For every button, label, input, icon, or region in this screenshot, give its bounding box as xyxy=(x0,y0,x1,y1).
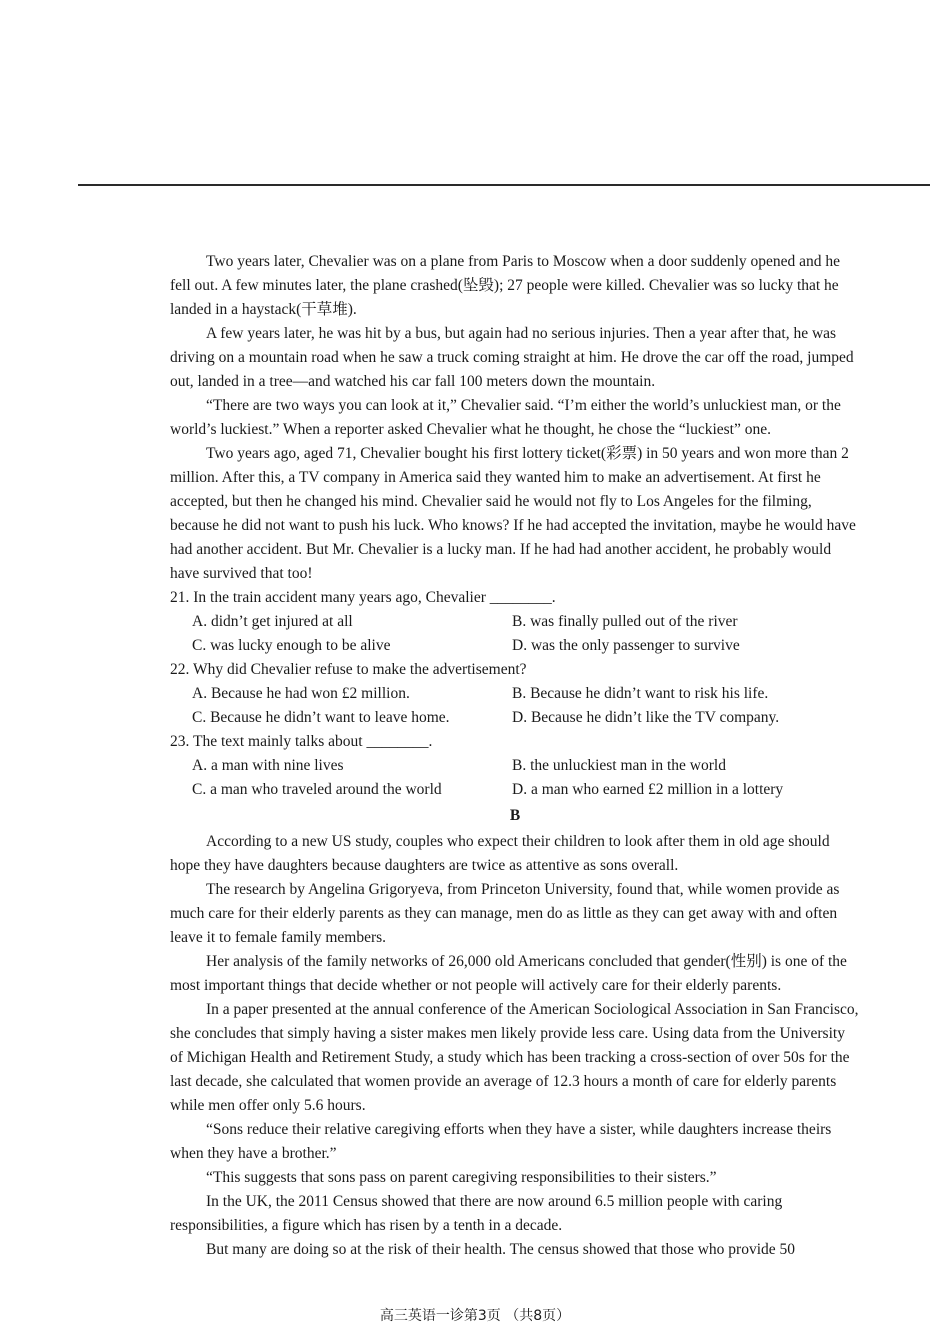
section-b-heading: B xyxy=(509,807,521,824)
passage-b-paragraph: “Sons reduce their relative caregiving efforts when they have a sister, while daughters increase theirs when they have a brother.” xyxy=(170,1121,832,1162)
option-a: A. Because he had won £2 million. xyxy=(192,685,410,702)
question-23-stem: 23. The text mainly talks about ________. xyxy=(170,733,433,750)
question-21-options xyxy=(170,610,860,658)
question-22-options xyxy=(170,682,860,730)
option-b: B. the unluckiest man in the world xyxy=(512,757,726,774)
option-c: C. a man who traveled around the world xyxy=(192,781,442,798)
passage-b-paragraph: Her analysis of the family networks of 26,000 old Americans concluded that gender(性别) is one of the most important things that decide whether or not people will actively care for their elderly parents. xyxy=(170,953,847,994)
passage-b-paragraph: But many are doing so at the risk of their health. The census showed that those who provide 50 xyxy=(206,1241,796,1258)
passage-a-paragraph: Two years later, Chevalier was on a plane from Paris to Moscow when a door suddenly opened and he fell out. A few minutes later, the plane crashed(坠毁); 27 people were killed. Chevalier was so lucky that he landed in a haystack(干草堆). xyxy=(170,253,841,318)
passage-b-paragraph: The research by Angelina Grigoryeva, from Princeton University, found that, while women provide as much care for their elderly parents as they can manage, men do as little as they can get away with and often leave it to female family members. xyxy=(170,881,840,946)
passage-a-paragraph: Two years ago, aged 71, Chevalier bought his first lottery ticket(彩票) in 50 years and won more than 2 million. After this, a TV company in America said they wanted him to make an advertisement. At first he accepted, but then he changed his mind. Chevalier said he would not fly to Los Angeles for the filming, because he did not want to push his luck. Who knows? If he had accepted the invitation, maybe he would have had another accident. But Mr. Chevalier is a lucky man. If he had had another accident, he probably would have survived that too! xyxy=(170,445,856,582)
passage-b-paragraph: In a paper presented at the annual conference of the American Sociological Association in San Francisco, she concludes that simply having a sister makes men likely provide less care. Using data from the University of Michigan Health and Retirement Study, a study which has been tracking a cross-section of over 50s for the last decade, she calculated that women provide an average of 12.3 hours a month of care for elderly parents while men offer only 5.6 hours. xyxy=(170,1001,859,1114)
option-c: C. was lucky enough to be alive xyxy=(192,637,391,654)
option-d: D. a man who earned £2 million in a lottery xyxy=(512,781,784,798)
passage-b-paragraph: In the UK, the 2011 Census showed that there are now around 6.5 million people with caring responsibilities, a figure which has risen by a tenth in a decade. xyxy=(170,1193,783,1234)
option-c: C. Because he didn’t want to leave home. xyxy=(192,709,450,726)
option-b: B. Because he didn’t want to risk his life. xyxy=(512,685,769,702)
option-a: A. a man with nine lives xyxy=(192,757,344,774)
question-23-options xyxy=(170,754,860,802)
question-22-stem: 22. Why did Chevalier refuse to make the advertisement? xyxy=(170,661,527,678)
passage-b-paragraph: According to a new US study, couples who expect their children to look after them in old age should hope they have daughters because daughters are twice as attentive as sons overall. xyxy=(170,833,830,874)
passage-a-paragraph: A few years later, he was hit by a bus, but again had no serious injuries. Then a year after that, he was driving on a mountain road when he saw a truck coming straight at him. He drove the car off the road, jumped out, landed in a tree—and watched his car fall 100 meters down the mountain. xyxy=(170,325,854,390)
option-b: B. was finally pulled out of the river xyxy=(512,613,738,630)
option-d: D. was the only passenger to survive xyxy=(512,637,740,654)
passage-a-paragraph: “There are two ways you can look at it,” Chevalier said. “I’m either the world’s unluckiest man, or the world’s luckiest.” When a reporter asked Chevalier what he thought, he chose the “luckiest” one. xyxy=(170,397,841,438)
page-content xyxy=(170,250,860,1262)
option-a: A. didn’t get injured at all xyxy=(192,613,353,630)
question-21-stem: 21. In the train accident many years ago, Chevalier ________. xyxy=(170,589,556,606)
header-rule xyxy=(78,184,930,186)
option-d: D. Because he didn’t like the TV company. xyxy=(512,709,780,726)
page-footer: 高三英语一诊第3页 （共8页） xyxy=(379,1308,571,1324)
passage-b-paragraph: “This suggests that sons pass on parent caregiving responsibilities to their sisters.” xyxy=(206,1169,717,1186)
